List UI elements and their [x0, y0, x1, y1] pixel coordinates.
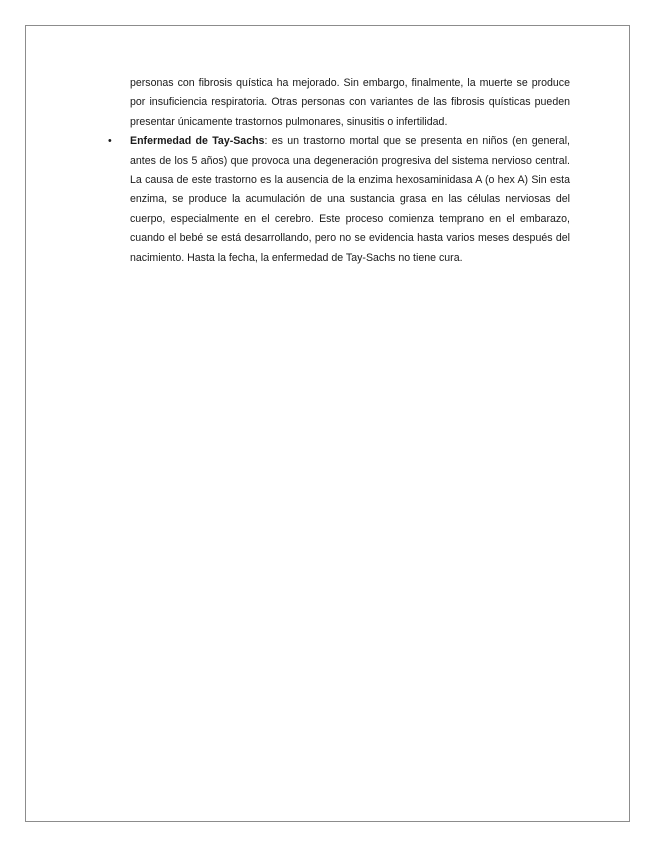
bullet-icon: • [108, 135, 112, 148]
list-item [108, 132, 570, 268]
document-page [25, 25, 630, 822]
list-item-term: Enfermedad de Tay-Sachs [130, 135, 265, 148]
page-body [108, 74, 570, 268]
continuation-paragraph: personas con fibrosis quística ha mejorado. Sin embargo, finalmente, la muerte se produce por insuficiencia respiratoria. Otras personas con variantes de las fibrosis quísticas pueden presentar únicamente trastornos pulmonares, sinusitis o infertilidad. [130, 77, 570, 128]
list-item-text: : es un trastorno mortal que se presenta en niños (en general, antes de los 5 años) que provoca una degeneración progresiva del sistema nervioso central. La causa de este trastorno es la ausencia de la enzima hexosaminidasa A (o hex A) Sin esta enzima, se produce la acumulación de una sustancia grasa en las células nerviosas del cuerpo, especialmente en el cerebro. Este proceso comienza temprano en el embarazo, cuando el bebé se está desarrollando, pero no se evidencia hasta varios meses después del nacimiento. Hasta la fecha, la enfermedad de Tay-Sachs no tiene cura. [130, 135, 570, 264]
